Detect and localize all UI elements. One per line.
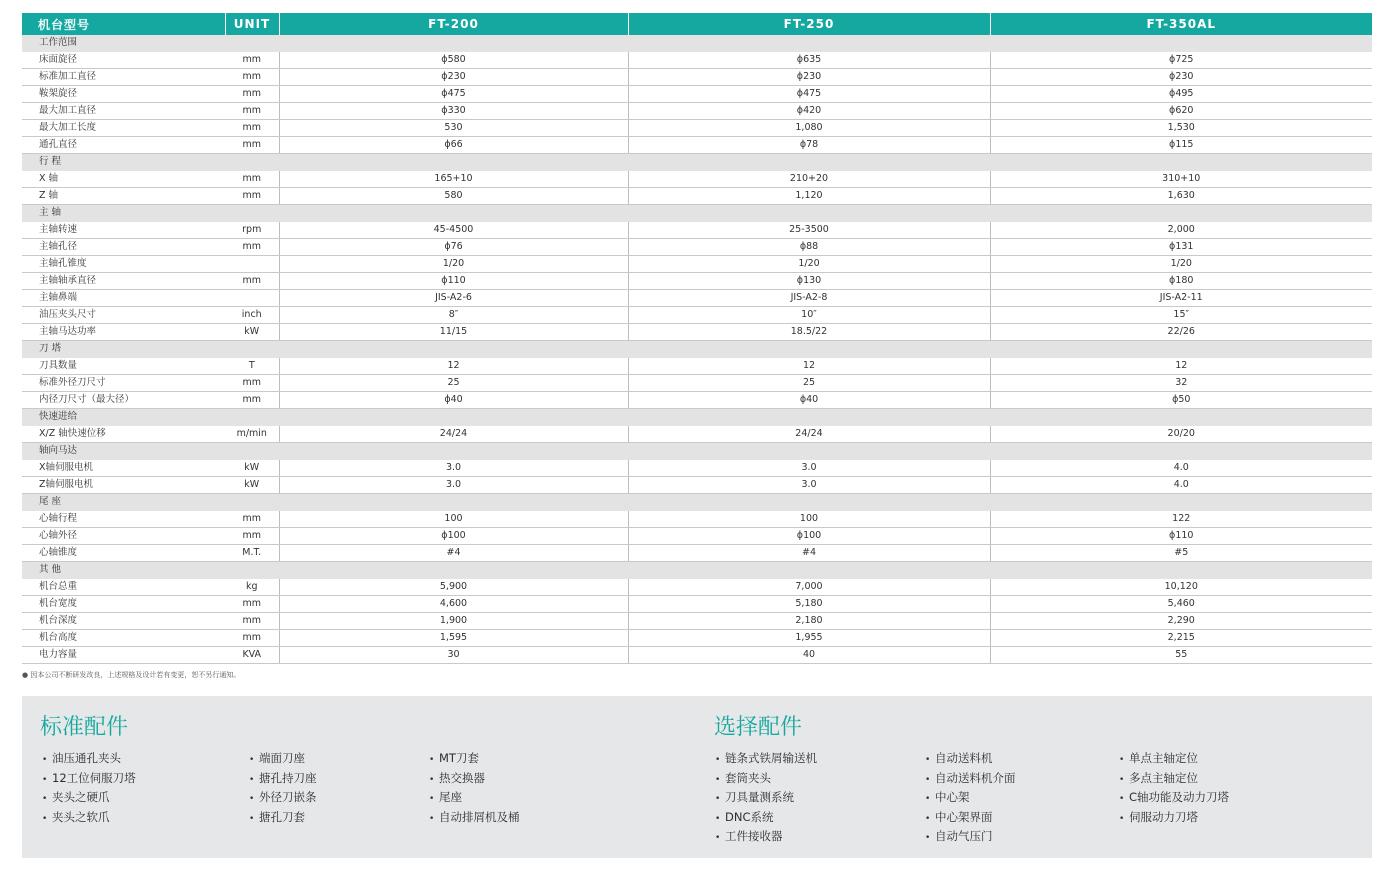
spec-unit: mm — [225, 392, 279, 409]
spec-row — [22, 579, 1372, 596]
spec-label: 鞍架旋径 — [22, 86, 225, 103]
spec-value-ft-350al: 10,120 — [990, 579, 1372, 596]
spec-value-ft-350al: ϕ110 — [990, 528, 1372, 545]
spec-value-ft-350al: 2,215 — [990, 630, 1372, 647]
spec-value-ft-250: 25 — [628, 375, 990, 392]
spec-value-ft-200: 1,595 — [279, 630, 628, 647]
spec-row — [22, 596, 1372, 613]
spec-label: 床面旋径 — [22, 52, 225, 69]
accessory-item — [42, 788, 136, 808]
spec-unit: mm — [225, 171, 279, 188]
bullet-icon: • — [42, 774, 48, 785]
spec-value-ft-250: ϕ40 — [628, 392, 990, 409]
spec-label: 心轴锥度 — [22, 545, 225, 562]
spec-value-ft-350al: 1/20 — [990, 256, 1372, 273]
spec-value-ft-350al: 2,000 — [990, 222, 1372, 239]
standard-accessories-title: 标准配件 — [40, 715, 129, 740]
accessory-item — [429, 769, 520, 789]
accessory-label: 伺服动力刀塔 — [1129, 809, 1198, 824]
spec-unit: kW — [225, 324, 279, 341]
accessory-label: 端面刀座 — [259, 751, 305, 765]
spec-unit: mm — [225, 69, 279, 86]
header-ft-200: FT-200 — [279, 13, 628, 35]
spec-unit — [225, 290, 279, 307]
spec-row — [22, 426, 1372, 443]
accessory-item — [925, 769, 1016, 789]
spec-row — [22, 460, 1372, 477]
header-ft-250: FT-250 — [628, 13, 990, 35]
accessory-item — [925, 808, 1016, 828]
spec-value-ft-350al: JIS-A2-11 — [990, 290, 1372, 307]
spec-value-ft-200: 100 — [279, 511, 628, 528]
spec-label: 主轴孔径 — [22, 239, 225, 256]
spec-row — [22, 171, 1372, 188]
spec-category-row — [22, 205, 1372, 222]
spec-value-ft-250: ϕ230 — [628, 69, 990, 86]
spec-row — [22, 477, 1372, 494]
accessory-label: 套筒夹头 — [725, 770, 771, 785]
spec-category-label: 轴向马达 — [22, 443, 1372, 460]
spec-unit: mm — [225, 120, 279, 137]
spec-value-ft-350al: 5,460 — [990, 596, 1372, 613]
spec-value-ft-350al: 15″ — [990, 307, 1372, 324]
bullet-icon: • — [925, 813, 931, 824]
spec-category-row — [22, 443, 1372, 460]
spec-label: 机台总重 — [22, 579, 225, 596]
accessory-label: 自动送料机 — [935, 751, 993, 765]
accessory-label: 12工位伺服刀塔 — [52, 770, 136, 785]
spec-value-ft-350al: 1,630 — [990, 188, 1372, 205]
spec-label: 电力容量 — [22, 647, 225, 664]
spec-row — [22, 86, 1372, 103]
spec-value-ft-200: 8″ — [279, 307, 628, 324]
spec-value-ft-250: ϕ475 — [628, 86, 990, 103]
bullet-icon: • — [249, 813, 255, 824]
spec-value-ft-200: ϕ230 — [279, 69, 628, 86]
spec-value-ft-250: 7,000 — [628, 579, 990, 596]
spec-value-ft-200: JIS-A2-6 — [279, 290, 628, 307]
accessory-label: 自动气压门 — [935, 829, 993, 844]
accessory-item — [925, 749, 1016, 769]
spec-value-ft-250: 2,180 — [628, 613, 990, 630]
spec-value-ft-200: 25 — [279, 375, 628, 392]
accessory-item — [249, 749, 317, 769]
spec-value-ft-200: ϕ40 — [279, 392, 628, 409]
spec-body — [22, 35, 1372, 664]
spec-row — [22, 103, 1372, 120]
spec-value-ft-250: 40 — [628, 647, 990, 664]
spec-value-ft-350al: 22/26 — [990, 324, 1372, 341]
spec-value-ft-200: ϕ330 — [279, 103, 628, 120]
spec-row — [22, 222, 1372, 239]
spec-value-ft-350al: 4.0 — [990, 477, 1372, 494]
spec-value-ft-250: 1/20 — [628, 256, 990, 273]
spec-value-ft-350al: ϕ180 — [990, 273, 1372, 290]
accessory-label: 自动排屑机及桶 — [439, 809, 520, 824]
spec-category-label: 主 轴 — [22, 205, 1372, 222]
spec-unit: mm — [225, 511, 279, 528]
standard-accessories-column — [42, 749, 136, 827]
spec-label: 油压夹头尺寸 — [22, 307, 225, 324]
accessory-item — [715, 827, 817, 847]
bullet-icon: • — [925, 794, 931, 805]
spec-value-ft-250: ϕ635 — [628, 52, 990, 69]
spec-value-ft-250: 3.0 — [628, 477, 990, 494]
bullet-icon: • — [429, 794, 435, 805]
bullet-icon: • — [1119, 794, 1125, 805]
spec-row — [22, 52, 1372, 69]
bullet-icon: • — [249, 774, 255, 785]
spec-value-ft-350al: 2,290 — [990, 613, 1372, 630]
spec-label: 标准外径刀尺寸 — [22, 375, 225, 392]
bullet-icon: • — [1119, 755, 1125, 765]
spec-value-ft-200: 45-4500 — [279, 222, 628, 239]
bullet-icon: • — [42, 794, 48, 805]
accessory-item — [429, 788, 520, 808]
spec-value-ft-350al: 1,530 — [990, 120, 1372, 137]
bullet-icon: • — [249, 794, 255, 805]
spec-label: 机台宽度 — [22, 596, 225, 613]
spec-label: 主轴马达功率 — [22, 324, 225, 341]
spec-unit: mm — [225, 630, 279, 647]
accessory-item — [1119, 749, 1229, 769]
accessory-label: 自动送料机介面 — [935, 770, 1016, 785]
spec-unit: mm — [225, 596, 279, 613]
spec-row — [22, 375, 1372, 392]
spec-label: 最大加工直径 — [22, 103, 225, 120]
spec-value-ft-250: 1,120 — [628, 188, 990, 205]
spec-unit: kW — [225, 460, 279, 477]
accessory-label: 刀具量测系统 — [725, 790, 794, 805]
spec-label: 标准加工直径 — [22, 69, 225, 86]
spec-row — [22, 137, 1372, 154]
accessory-label: 热交换器 — [439, 770, 485, 785]
accessory-item — [925, 827, 1016, 847]
header-ft-350al: FT-350AL — [990, 13, 1372, 35]
bullet-icon: • — [429, 774, 435, 785]
accessory-item — [715, 749, 817, 769]
spec-unit — [225, 256, 279, 273]
spec-label: 主轴孔锥度 — [22, 256, 225, 273]
spec-value-ft-350al: 20/20 — [990, 426, 1372, 443]
spec-value-ft-250: ϕ100 — [628, 528, 990, 545]
spec-value-ft-200: 530 — [279, 120, 628, 137]
spec-category-label: 尾 座 — [22, 494, 1372, 511]
spec-value-ft-200: ϕ110 — [279, 273, 628, 290]
accessory-label: 外径刀嵌条 — [259, 790, 317, 805]
spec-row — [22, 613, 1372, 630]
spec-value-ft-350al: ϕ495 — [990, 86, 1372, 103]
spec-label: 机台深度 — [22, 613, 225, 630]
spec-value-ft-350al: 55 — [990, 647, 1372, 664]
accessory-item — [1119, 788, 1229, 808]
spec-value-ft-350al: ϕ131 — [990, 239, 1372, 256]
optional-accessories-column — [715, 749, 817, 847]
spec-category-row — [22, 341, 1372, 358]
spec-row — [22, 324, 1372, 341]
spec-row — [22, 307, 1372, 324]
accessory-label: C轴功能及动力刀塔 — [1129, 790, 1230, 805]
spec-header-row — [22, 13, 1372, 35]
accessory-item — [429, 749, 520, 769]
accessory-label: 单点主轴定位 — [1129, 751, 1198, 765]
spec-label: 主轴鼻端 — [22, 290, 225, 307]
spec-value-ft-350al: ϕ725 — [990, 52, 1372, 69]
bullet-icon: • — [925, 774, 931, 785]
spec-value-ft-200: #4 — [279, 545, 628, 562]
spec-label: 刀具数量 — [22, 358, 225, 375]
spec-unit: mm — [225, 137, 279, 154]
standard-accessories-column — [429, 749, 520, 827]
spec-value-ft-250: ϕ420 — [628, 103, 990, 120]
spec-row — [22, 511, 1372, 528]
bullet-icon: • — [715, 833, 721, 844]
spec-value-ft-350al: ϕ115 — [990, 137, 1372, 154]
spec-unit: mm — [225, 52, 279, 69]
spec-row — [22, 647, 1372, 664]
accessory-item — [1119, 769, 1229, 789]
bullet-icon: • — [925, 833, 931, 844]
spec-value-ft-350al: ϕ230 — [990, 69, 1372, 86]
spec-unit: kg — [225, 579, 279, 596]
accessory-item — [42, 749, 136, 769]
spec-value-ft-200: 580 — [279, 188, 628, 205]
accessory-label: 多点主轴定位 — [1129, 770, 1198, 785]
spec-value-ft-200: 165+10 — [279, 171, 628, 188]
spec-category-label: 工作范围 — [22, 35, 1372, 52]
spec-row — [22, 239, 1372, 256]
accessory-label: 搪孔刀套 — [259, 809, 305, 824]
spec-value-ft-200: 30 — [279, 647, 628, 664]
spec-row — [22, 273, 1372, 290]
spec-row — [22, 290, 1372, 307]
accessory-label: 中心架 — [935, 790, 970, 805]
spec-label: X/Z 轴快速位移 — [22, 426, 225, 443]
spec-value-ft-350al: 12 — [990, 358, 1372, 375]
spec-value-ft-250: 1,955 — [628, 630, 990, 647]
accessory-item — [715, 808, 817, 828]
spec-value-ft-250: ϕ130 — [628, 273, 990, 290]
spec-unit: inch — [225, 307, 279, 324]
spec-label: Z轴伺服电机 — [22, 477, 225, 494]
accessory-item — [249, 769, 317, 789]
spec-value-ft-250: 5,180 — [628, 596, 990, 613]
spec-value-ft-250: 10″ — [628, 307, 990, 324]
spec-unit: m/min — [225, 426, 279, 443]
spec-label: Z 轴 — [22, 188, 225, 205]
spec-unit: KVA — [225, 647, 279, 664]
bullet-icon: • — [715, 813, 721, 824]
spec-row — [22, 358, 1372, 375]
spec-category-label: 行 程 — [22, 154, 1372, 171]
spec-value-ft-200: ϕ580 — [279, 52, 628, 69]
accessories-panel — [22, 696, 1372, 858]
spec-value-ft-200: 12 — [279, 358, 628, 375]
standard-accessories-column — [249, 749, 317, 827]
header-unit: UNIT — [225, 13, 279, 35]
spec-label: 机台高度 — [22, 630, 225, 647]
bullet-icon: • — [249, 755, 255, 765]
spec-label: 心轴外径 — [22, 528, 225, 545]
spec-label: 通孔直径 — [22, 137, 225, 154]
spec-value-ft-200: 3.0 — [279, 460, 628, 477]
spec-value-ft-200: 5,900 — [279, 579, 628, 596]
bullet-icon: • — [715, 774, 721, 785]
spec-value-ft-350al: 310+10 — [990, 171, 1372, 188]
spec-value-ft-200: ϕ475 — [279, 86, 628, 103]
spec-unit: mm — [225, 103, 279, 120]
footnote: ● 因本公司不断研发改良，上述规格及设计若有变更，恕不另行通知。 — [22, 671, 241, 679]
spec-row — [22, 630, 1372, 647]
accessory-item — [42, 808, 136, 828]
bullet-icon: • — [1119, 774, 1125, 785]
spec-row — [22, 188, 1372, 205]
accessory-label: 中心架界面 — [935, 809, 993, 824]
spec-unit: T — [225, 358, 279, 375]
spec-value-ft-200: ϕ100 — [279, 528, 628, 545]
spec-unit: mm — [225, 86, 279, 103]
spec-value-ft-350al: 4.0 — [990, 460, 1372, 477]
spec-value-ft-250: ϕ78 — [628, 137, 990, 154]
spec-unit: mm — [225, 613, 279, 630]
spec-value-ft-250: JIS-A2-8 — [628, 290, 990, 307]
accessory-label: 工件接收器 — [725, 829, 783, 844]
spec-row — [22, 545, 1372, 562]
spec-row — [22, 528, 1372, 545]
bullet-icon: • — [429, 813, 435, 824]
spec-value-ft-350al: ϕ50 — [990, 392, 1372, 409]
accessory-label: 尾座 — [439, 790, 462, 805]
spec-table — [22, 13, 1372, 664]
spec-value-ft-200: 1,900 — [279, 613, 628, 630]
accessory-item — [249, 788, 317, 808]
spec-category-row — [22, 562, 1372, 579]
spec-unit: mm — [225, 375, 279, 392]
spec-unit: kW — [225, 477, 279, 494]
bullet-icon: • — [715, 794, 721, 805]
spec-row — [22, 69, 1372, 86]
spec-label: 最大加工长度 — [22, 120, 225, 137]
accessory-label: 油压通孔夹头 — [52, 751, 121, 765]
spec-row — [22, 256, 1372, 273]
spec-value-ft-350al: #5 — [990, 545, 1372, 562]
spec-value-ft-200: 11/15 — [279, 324, 628, 341]
spec-category-row — [22, 494, 1372, 511]
spec-value-ft-200: 1/20 — [279, 256, 628, 273]
spec-value-ft-200: 24/24 — [279, 426, 628, 443]
accessory-label: DNC系统 — [725, 809, 774, 824]
spec-row — [22, 120, 1372, 137]
spec-value-ft-200: ϕ76 — [279, 239, 628, 256]
spec-category-label: 其 他 — [22, 562, 1372, 579]
spec-value-ft-250: #4 — [628, 545, 990, 562]
optional-accessories-title: 选择配件 — [714, 715, 803, 740]
spec-category-row — [22, 154, 1372, 171]
spec-label: 主轴轴承直径 — [22, 273, 225, 290]
spec-value-ft-250: 3.0 — [628, 460, 990, 477]
accessory-label: 夹头之软爪 — [52, 809, 110, 824]
spec-category-row — [22, 409, 1372, 426]
spec-label: X 轴 — [22, 171, 225, 188]
accessory-item — [715, 769, 817, 789]
spec-label: 心轴行程 — [22, 511, 225, 528]
accessory-item — [1119, 808, 1229, 828]
spec-value-ft-200: 4,600 — [279, 596, 628, 613]
spec-row — [22, 392, 1372, 409]
spec-value-ft-250: 25-3500 — [628, 222, 990, 239]
bullet-icon: • — [429, 755, 435, 765]
spec-value-ft-250: 18.5/22 — [628, 324, 990, 341]
spec-label: 内径刀尺寸（最大径） — [22, 392, 225, 409]
bullet-icon: • — [42, 813, 48, 824]
spec-category-row — [22, 35, 1372, 52]
accessory-item — [42, 769, 136, 789]
spec-unit: mm — [225, 188, 279, 205]
spec-category-label: 快速进给 — [22, 409, 1372, 426]
spec-value-ft-350al: 32 — [990, 375, 1372, 392]
accessory-label: 链条式铁屑输送机 — [725, 751, 817, 765]
spec-unit: mm — [225, 528, 279, 545]
accessory-item — [249, 808, 317, 828]
accessory-item — [925, 788, 1016, 808]
accessory-label: 搪孔持刀座 — [259, 770, 317, 785]
bullet-icon: • — [715, 755, 721, 765]
header-model: 机台型号 — [22, 13, 225, 35]
spec-label: X轴伺服电机 — [22, 460, 225, 477]
accessory-item — [715, 788, 817, 808]
spec-category-label: 刀 塔 — [22, 341, 1372, 358]
accessory-label: MT刀套 — [439, 751, 479, 765]
spec-label: 主轴转速 — [22, 222, 225, 239]
bullet-icon: • — [925, 755, 931, 765]
spec-unit: rpm — [225, 222, 279, 239]
spec-value-ft-250: 12 — [628, 358, 990, 375]
spec-value-ft-250: 210+20 — [628, 171, 990, 188]
spec-unit: M.T. — [225, 545, 279, 562]
spec-value-ft-350al: ϕ620 — [990, 103, 1372, 120]
bullet-icon: • — [42, 755, 48, 765]
spec-value-ft-200: 3.0 — [279, 477, 628, 494]
spec-unit: mm — [225, 239, 279, 256]
optional-accessories-column — [925, 749, 1016, 847]
spec-value-ft-200: ϕ66 — [279, 137, 628, 154]
spec-value-ft-250: ϕ88 — [628, 239, 990, 256]
spec-value-ft-250: 1,080 — [628, 120, 990, 137]
spec-unit: mm — [225, 273, 279, 290]
spec-value-ft-250: 100 — [628, 511, 990, 528]
bullet-icon: • — [1119, 813, 1125, 824]
accessory-label: 夹头之硬爪 — [52, 790, 110, 805]
accessory-item — [429, 808, 520, 828]
spec-value-ft-250: 24/24 — [628, 426, 990, 443]
optional-accessories-column — [1119, 749, 1229, 827]
spec-value-ft-350al: 122 — [990, 511, 1372, 528]
